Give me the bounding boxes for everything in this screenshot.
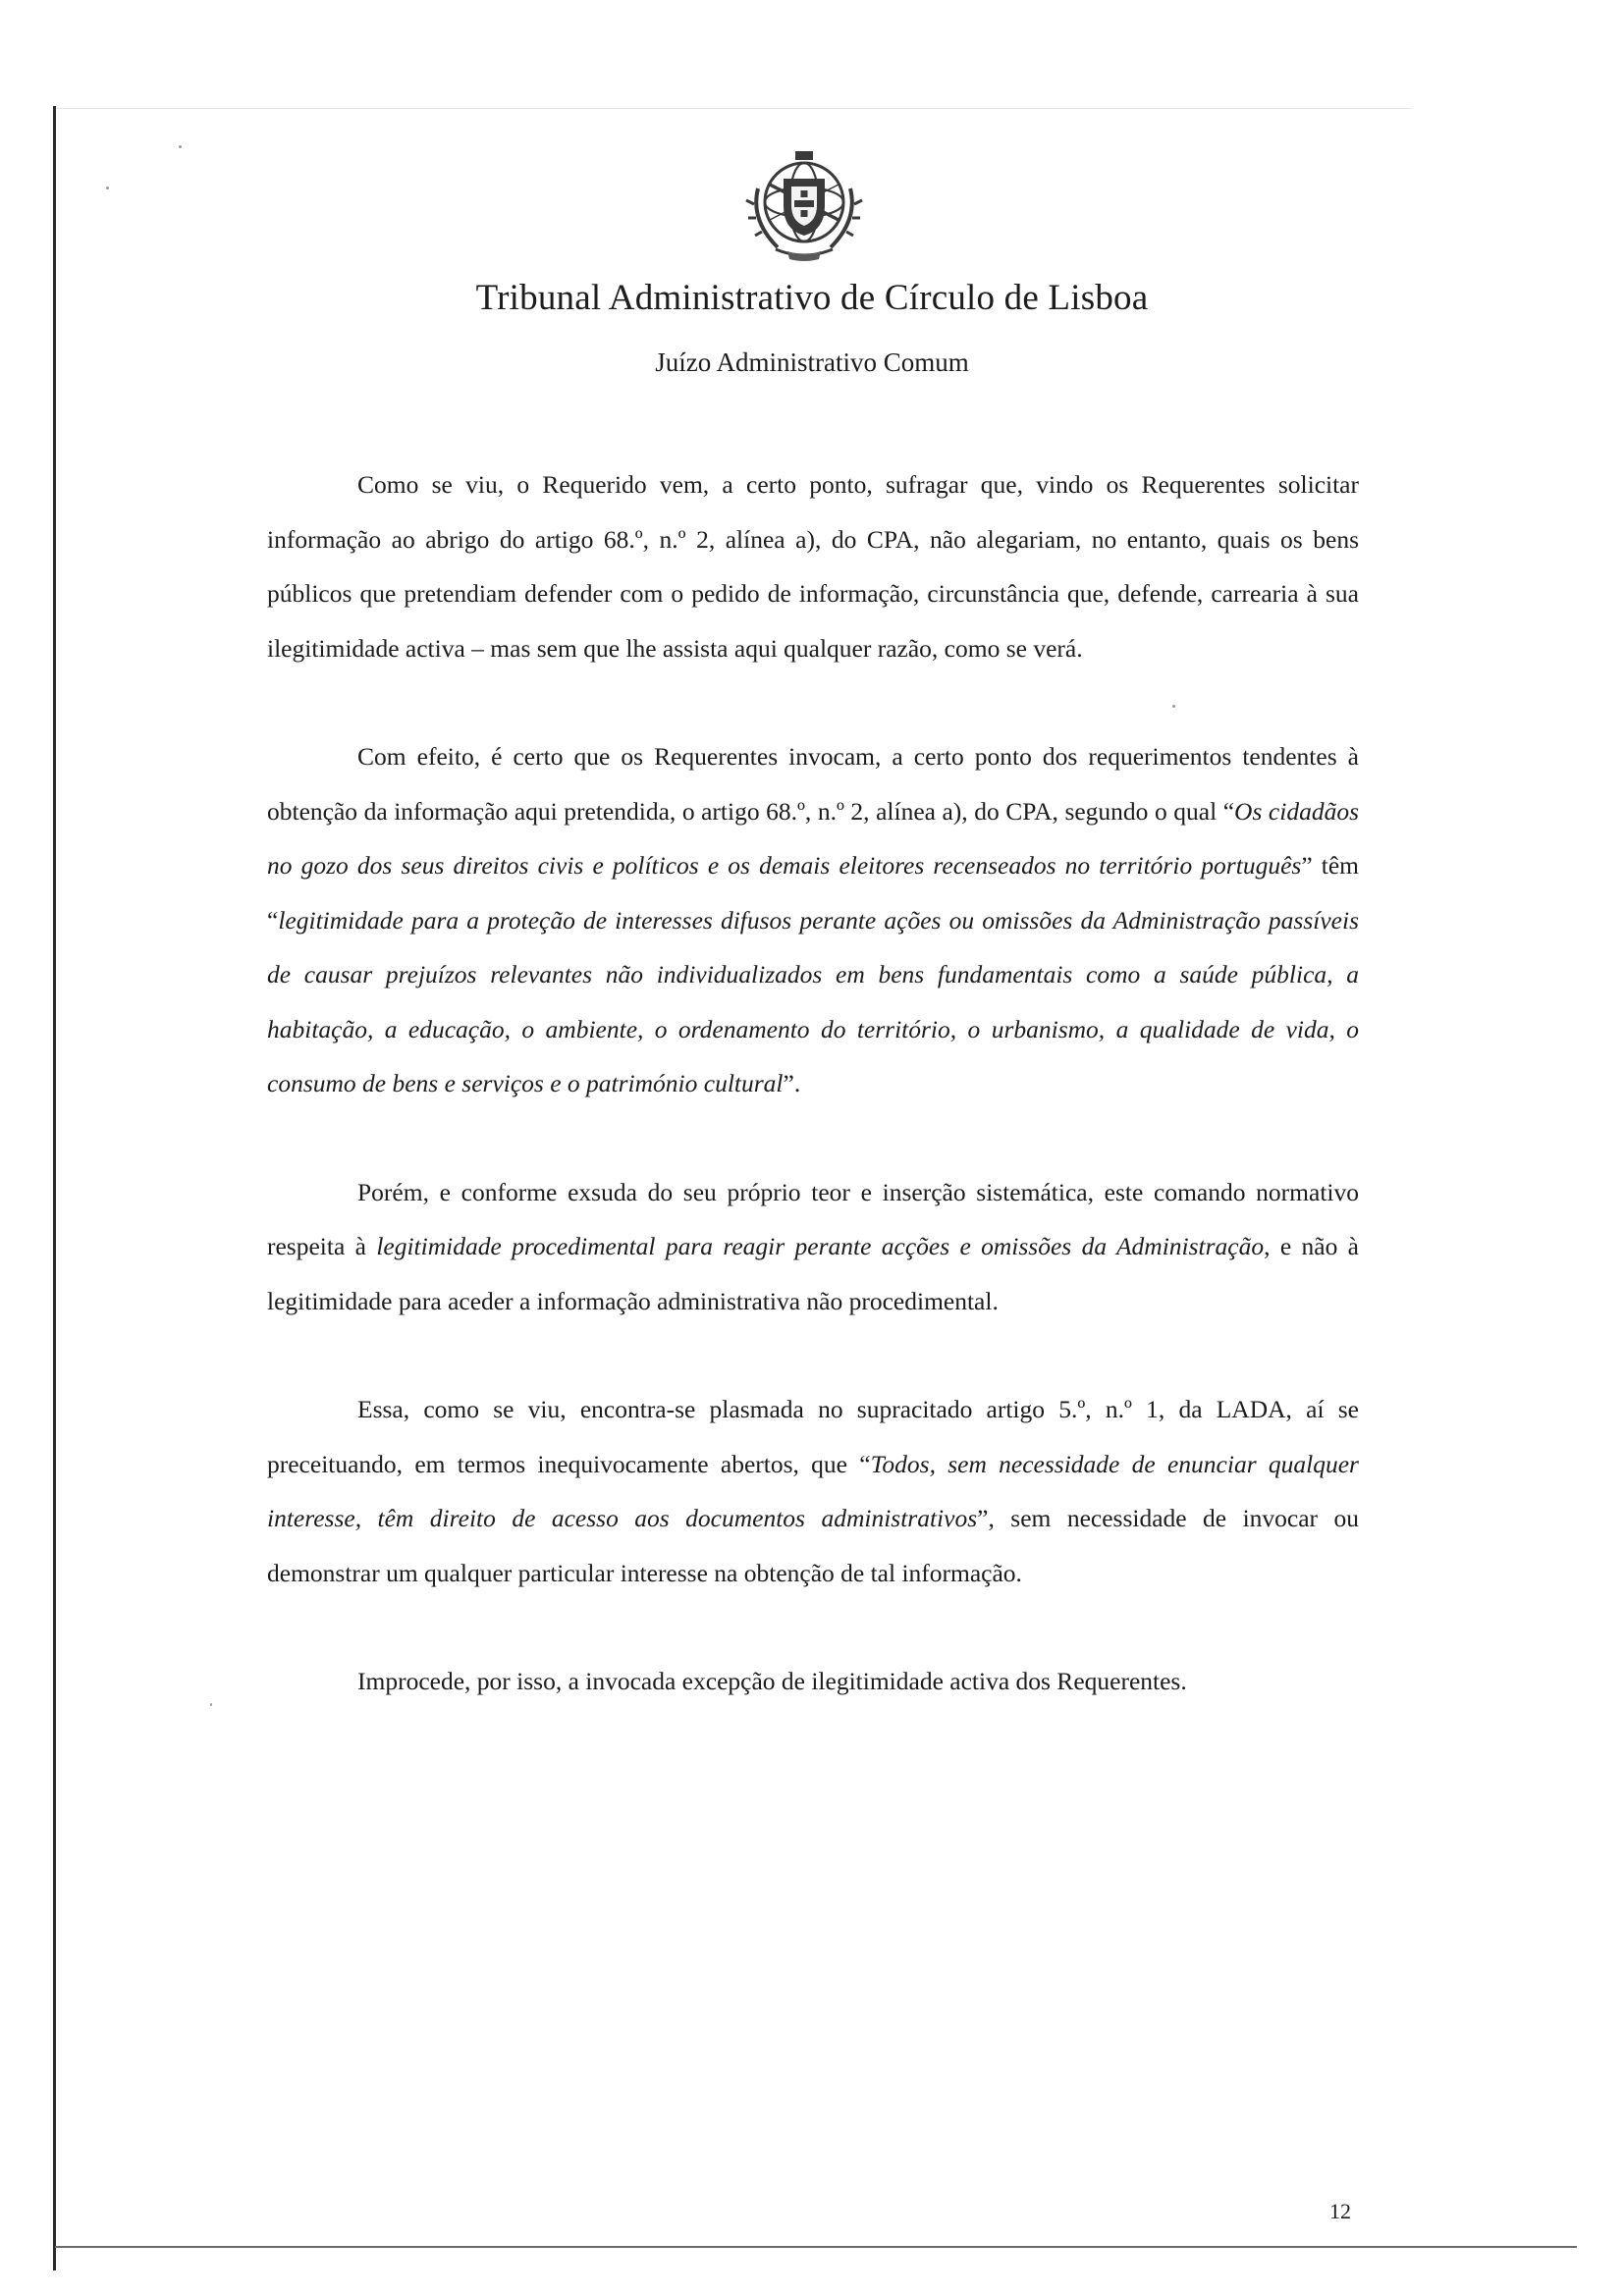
paragraph bbox=[267, 457, 1359, 675]
scan-top-edge bbox=[57, 108, 1412, 109]
quoted-legal-text: Todos, sem necessidade de enunciar qualquer interesse, têm direito de acesso aos documentos administrativos bbox=[267, 1449, 1359, 1532]
text-run: Como se viu, o Requerido vem, a certo ponto, sufragar que, vindo os Requerentes solicitar informação ao abrigo do artigo 68.º, n.º 2, alínea a), do CPA, não alegariam, no entanto, quais os bens públicos que pretendiam defender com o pedido de informação, circunstância que, defende, carrearia à sua ilegitimidade activa – mas sem que lhe assista aqui qualquer razão, como se verá. bbox=[267, 470, 1359, 663]
court-division: Juízo Administrativo Comum bbox=[655, 347, 969, 377]
text-run: , e não à legitimidade para aceder a informação administrativa não procedimental. bbox=[267, 1232, 1359, 1315]
paragraph bbox=[267, 729, 1359, 1111]
scan-speck bbox=[179, 145, 182, 148]
text-run: Improcede, por isso, a invocada excepção de ilegitimidade activa dos Requerentes. bbox=[357, 1667, 1187, 1695]
text-run: Porém, e conforme exsuda do seu próprio teor e inserção sistemática, este comando normativo respeita à bbox=[267, 1177, 1359, 1260]
scan-left-edge bbox=[53, 106, 56, 2270]
text-run: ”, sem necessidade de invocar ou demonstrar um qualquer particular interesse na obtenção de tal informação. bbox=[267, 1504, 1359, 1587]
emphasized-text: legitimidade procedimental para reagir perante acções e omissões da Administração bbox=[376, 1232, 1265, 1260]
court-name: Tribunal Administrativo de Círculo de Lisboa bbox=[475, 278, 1149, 318]
portuguese-coat-of-arms-icon bbox=[740, 149, 868, 265]
paragraph bbox=[267, 1165, 1359, 1329]
text-run: Essa, como se viu, encontra-se plasmada no supracitado artigo 5.º, n.º 1, da LADA, aí se preceituando, em termos inequivocamente abertos, que “ bbox=[267, 1395, 1359, 1478]
scan-speck bbox=[210, 1703, 212, 1706]
scan-bottom-edge bbox=[55, 2246, 1577, 2248]
quoted-legal-text: legitimidade para a proteção de interesses difusos perante ações ou omissões da Administração passíveis de causar prejuízos relevantes não individualizados em bens fundamentais como a saúde pública, a habitação, a educação, o ambiente, o ordenamento do território, o urbanismo, a qualidade de vida, o consumo de bens e serviços e o património cultural bbox=[267, 905, 1359, 1097]
text-run: ” têm “ bbox=[267, 851, 1359, 934]
paragraph bbox=[267, 1654, 1359, 1709]
quoted-legal-text: Os cidadãos no gozo dos seus direitos civis e políticos e os demais eleitores recenseados no território português bbox=[267, 796, 1360, 880]
page-number: 12 bbox=[1329, 2199, 1351, 2223]
document-body bbox=[267, 457, 1359, 1763]
text-run: Com efeito, é certo que os Requerentes invocam, a certo ponto dos requerimentos tendentes à obtenção da informação aqui pretendida, o artigo 68.º, n.º 2, alínea a), do CPA, segundo o qual “ bbox=[267, 742, 1359, 826]
text-run: ”. bbox=[783, 1069, 801, 1097]
scan-speck bbox=[106, 187, 109, 189]
paragraph bbox=[267, 1382, 1359, 1600]
